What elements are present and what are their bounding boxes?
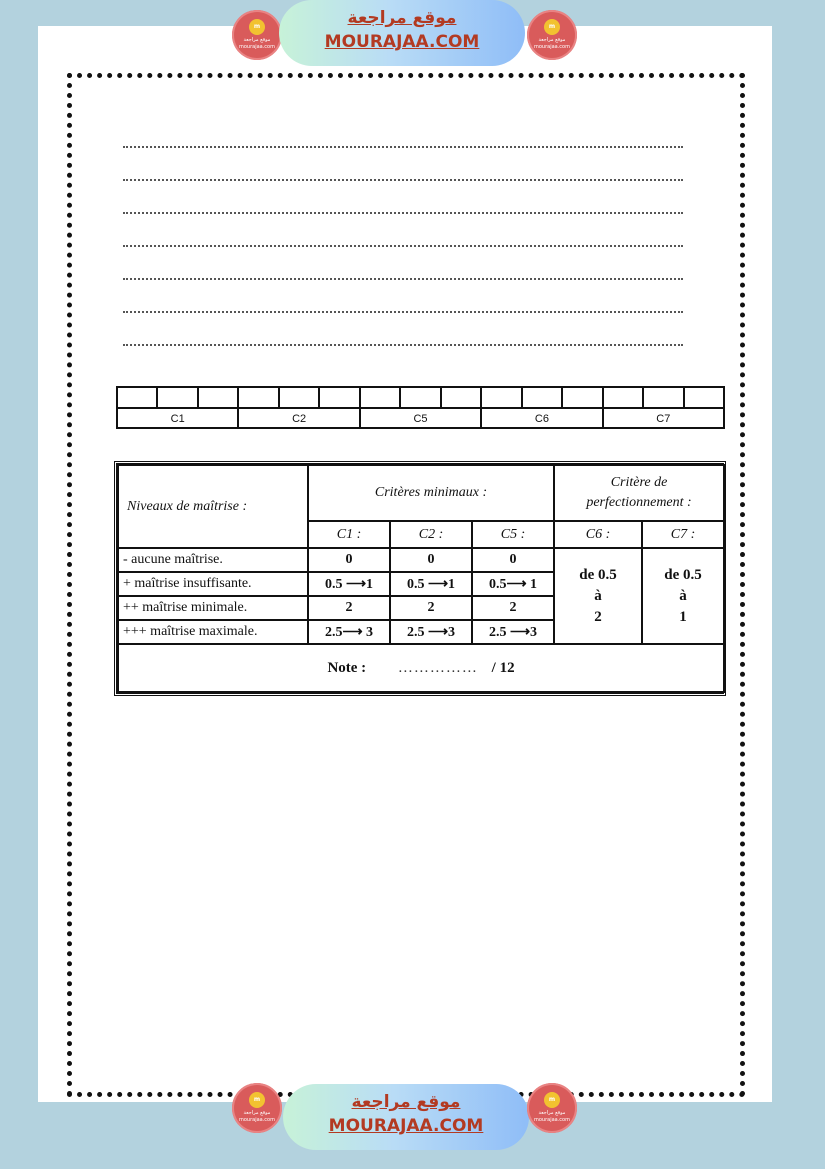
score-box[interactable] (359, 388, 399, 407)
score-value: 0.5 ⟶1 (308, 572, 390, 596)
criteria-labels-row (118, 407, 723, 429)
criterion-code-c7: C7 : (642, 521, 724, 548)
score-value: 2.5 ⟶3 (390, 620, 472, 644)
logo-arabic-text: موقع مراجعة (243, 37, 271, 43)
score-value: 2.5 ⟶3 (472, 620, 554, 644)
levels-header: Niveaux de maîtrise : (118, 465, 308, 548)
site-logo-icon: m موقع مراجعة mourajaa.com (232, 1083, 282, 1133)
criterion-label-c6: C6 (480, 409, 601, 429)
score-box[interactable] (440, 388, 480, 407)
perfection-header-line2: perfectionnement : (586, 495, 692, 510)
score-value: 2 (308, 596, 390, 620)
c6-range (554, 548, 642, 644)
score-value: 2.5⟶ 3 (308, 620, 390, 644)
score-box[interactable] (156, 388, 196, 407)
score-boxes-row (118, 388, 723, 407)
level-label: ++ maîtrise minimale. (118, 596, 308, 620)
watermark-site: MOURAJAA.COM (324, 32, 480, 52)
logo-site-text: mourajaa.com (533, 44, 570, 50)
score-box[interactable] (602, 388, 642, 407)
score-box[interactable] (318, 388, 358, 407)
answer-line (123, 344, 683, 346)
note-total: / 12 (491, 659, 515, 676)
logo-site-text: mourajaa.com (533, 1117, 570, 1123)
score-value: 0 (308, 548, 390, 572)
score-box[interactable] (197, 388, 237, 407)
level-label: +++ maîtrise maximale. (118, 620, 308, 644)
score-value: 0 (472, 548, 554, 572)
criterion-label-c5: C5 (359, 409, 480, 429)
watermark-site: MOURAJAA.COM (328, 1116, 484, 1136)
answer-line (123, 311, 683, 313)
watermark-arabic: موقع مراجعة (347, 8, 457, 28)
level-label: + maîtrise insuffisante. (118, 572, 308, 596)
logo-site-text: mourajaa.com (238, 44, 275, 50)
score-value: 0.5⟶ 1 (472, 572, 554, 596)
level-label: - aucune maîtrise. (118, 548, 308, 572)
watermark-banner-top[interactable] (279, 0, 525, 66)
score-box[interactable] (278, 388, 318, 407)
criterion-code-c2: C2 : (390, 521, 472, 548)
logo-arabic-text: موقع مراجعة (538, 37, 566, 43)
score-box[interactable] (118, 388, 156, 407)
criterion-label-c7: C7 (602, 409, 723, 429)
score-value: 2 (390, 596, 472, 620)
c6-range-to: 2 (594, 608, 602, 625)
score-value: 0.5 ⟶1 (390, 572, 472, 596)
score-value: 2 (472, 596, 554, 620)
note-label: Note : (327, 659, 367, 676)
site-logo-icon: m موقع مراجعة mourajaa.com (527, 10, 577, 60)
score-box[interactable] (642, 388, 682, 407)
minimal-criteria-header: Critères minimaux : (308, 465, 554, 521)
criterion-code-c6: C6 : (554, 521, 642, 548)
c7-range-to: 1 (679, 608, 687, 625)
watermark-banner-bottom[interactable] (283, 1084, 529, 1150)
site-logo-icon: m موقع مراجعة mourajaa.com (232, 10, 282, 60)
score-box[interactable] (683, 388, 723, 407)
logo-arabic-text: موقع مراجعة (538, 1110, 566, 1116)
site-logo-icon: m موقع مراجعة mourajaa.com (527, 1083, 577, 1133)
score-box[interactable] (561, 388, 601, 407)
score-box[interactable] (237, 388, 277, 407)
score-box[interactable] (521, 388, 561, 407)
c6-range-word: à (594, 587, 602, 604)
c7-range-word: à (679, 587, 687, 604)
criterion-code-c1: C1 : (308, 521, 390, 548)
answer-line (123, 212, 683, 214)
grading-table (114, 461, 726, 696)
answer-line (123, 245, 683, 247)
criterion-label-c2: C2 (237, 409, 358, 429)
perfection-header-line1: Critère de (610, 475, 668, 490)
note-blank: …………… (397, 659, 478, 676)
score-box[interactable] (399, 388, 439, 407)
logo-site-text: mourajaa.com (238, 1117, 275, 1123)
criterion-code-c5: C5 : (472, 521, 554, 548)
note-row (118, 644, 724, 692)
answer-line (123, 278, 683, 280)
perfection-criteria-header (554, 465, 724, 521)
c7-range (642, 548, 724, 644)
criterion-label-c1: C1 (170, 413, 185, 425)
table-row (118, 548, 724, 572)
logo-arabic-text: موقع مراجعة (243, 1110, 271, 1116)
note-cell (118, 644, 724, 692)
score-value: 0 (390, 548, 472, 572)
watermark-arabic: موقع مراجعة (351, 1092, 461, 1112)
score-box[interactable] (480, 388, 520, 407)
c6-range-from: de 0.5 (579, 566, 617, 583)
answer-line (123, 179, 683, 181)
answer-line (123, 146, 683, 148)
c7-range-from: de 0.5 (664, 566, 702, 583)
score-strip (116, 386, 725, 429)
answer-lines (123, 146, 683, 377)
